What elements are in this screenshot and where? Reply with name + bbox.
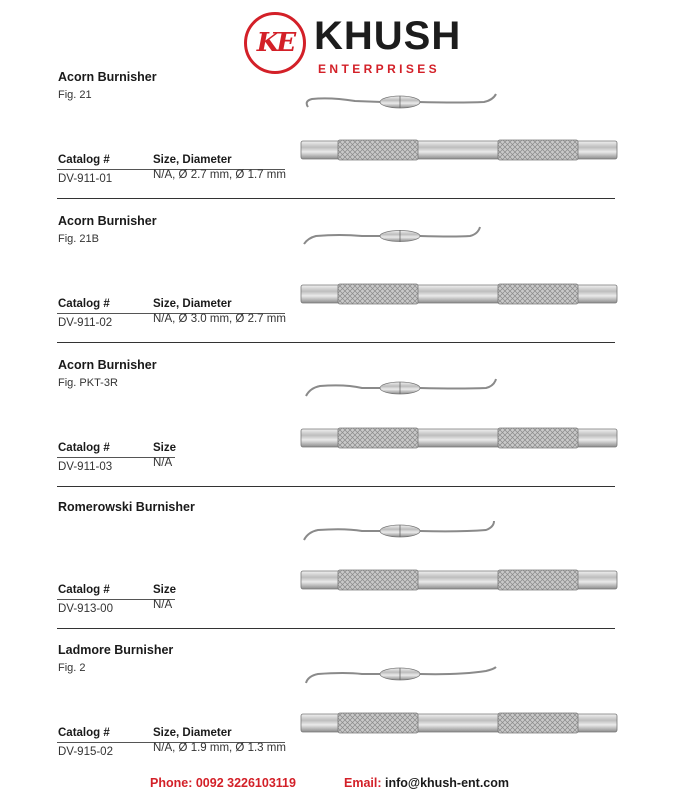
- instrument-handle-image: [300, 710, 618, 736]
- brand-name: KHUSH: [314, 14, 462, 58]
- instrument-handle-image: [300, 281, 618, 307]
- size-label: Size, Diameter: [153, 154, 232, 166]
- size-label: Size, Diameter: [153, 727, 232, 739]
- instrument-handle-image: [300, 137, 618, 163]
- size-label: Size, Diameter: [153, 298, 232, 310]
- product-section-1: [0, 70, 689, 214]
- product-section-2: [0, 214, 689, 358]
- size-value: N/A, Ø 1.9 mm, Ø 1.3 mm: [153, 742, 286, 754]
- phone-number[interactable]: 0092 3226103119: [195, 776, 296, 790]
- instrument-handle-image: [300, 425, 618, 451]
- email-label: Email:: [344, 776, 382, 790]
- section-divider: [57, 198, 615, 199]
- section-divider: [57, 628, 615, 629]
- phone-contact: [150, 776, 296, 790]
- size-label: Size: [153, 584, 177, 596]
- section-divider: [57, 342, 615, 343]
- email-contact: [344, 776, 509, 790]
- catalog-label: Catalog #: [58, 298, 110, 310]
- size-value: N/A, Ø 3.0 mm, Ø 2.7 mm: [153, 313, 286, 325]
- product-title: Acorn Burnisher: [58, 358, 157, 372]
- brand-subtitle: ENTERPRISES: [318, 62, 441, 76]
- product-title: Romerowski Burnisher: [58, 500, 195, 514]
- instrument-tip-image: [300, 88, 500, 118]
- product-section-3: [0, 358, 689, 502]
- instrument-tip-image: [300, 374, 500, 404]
- instrument-handle-image: [300, 567, 618, 593]
- instrument-tip-image: [300, 661, 500, 691]
- catalog-number: DV-915-02: [58, 746, 113, 758]
- size-label: Size: [153, 442, 177, 454]
- catalog-number: DV-911-01: [58, 173, 113, 185]
- size-value: N/A, Ø 2.7 mm, Ø 1.7 mm: [153, 169, 286, 181]
- product-section-5: [0, 643, 689, 787]
- product-title: Acorn Burnisher: [58, 214, 157, 228]
- catalog-label: Catalog #: [58, 442, 110, 454]
- logo-monogram: KE: [256, 28, 294, 58]
- product-section-4: [0, 500, 689, 644]
- email-address[interactable]: info@khush-ent.com: [385, 776, 509, 790]
- product-title: Ladmore Burnisher: [58, 643, 174, 657]
- product-figure: Fig. 21: [58, 89, 92, 101]
- catalog-label: Catalog #: [58, 154, 110, 166]
- catalog-label: Catalog #: [58, 584, 110, 596]
- catalog-number: DV-913-00: [58, 603, 113, 615]
- product-title: Acorn Burnisher: [58, 70, 157, 84]
- size-value: N/A: [153, 457, 173, 469]
- catalog-number: DV-911-03: [58, 461, 113, 473]
- product-figure: Fig. 21B: [58, 233, 99, 245]
- product-figure: Fig. 2: [58, 662, 86, 674]
- section-divider: [57, 486, 615, 487]
- instrument-tip-image: [300, 224, 500, 254]
- product-figure: Fig. PKT-3R: [58, 377, 118, 389]
- phone-label: Phone:: [150, 776, 193, 790]
- logo-emblem: [244, 12, 306, 74]
- catalog-label: Catalog #: [58, 727, 110, 739]
- size-value: N/A: [153, 599, 173, 611]
- instrument-tip-image: [300, 518, 500, 548]
- catalog-number: DV-911-02: [58, 317, 113, 329]
